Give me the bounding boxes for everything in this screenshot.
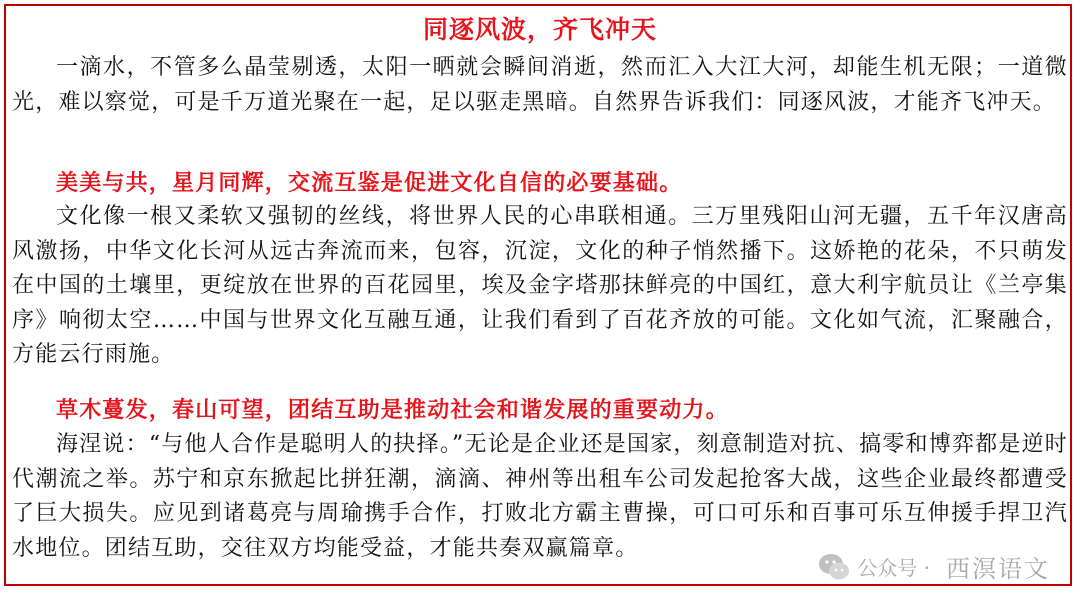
section-heading-unity: 草木蔓发，春山可望，团结互助是推动社会和谐发展的重要动力。 bbox=[56, 397, 729, 423]
section-heading-culture: 美美与共，星月同辉，交流互鉴是促进文化自信的必要基础。 bbox=[56, 170, 683, 196]
paragraph-intro: 一滴水，不管多么晶莹剔透，太阳一晒就会瞬间消逝，然而汇入大江大河，却能生机无限；一道微光，难以察觉，可是千万道光聚在一起，足以驱走黑暗。自然界告诉我们：同逐风波，才能齐飞冲天。 bbox=[12, 55, 1068, 115]
essay-title: 同逐风波，齐飞冲天 bbox=[422, 15, 657, 44]
watermark-prefix: 公众号 · bbox=[857, 556, 930, 580]
paragraph-culture: 文化像一根又柔软又强韧的丝线，将世界人民的心串联相通。三万里残阳山河无疆，五千年汉唐高风激扬，中华文化长河从远古奔流而来，包容，沉淀，文化的种子悄然播下。这娇艳的花朵，不只萌发在中国的土壤里，更绽放在世界的百花园里，埃及金字塔那抹鲜亮的中国红，意大利宇航员让《兰亭集序》响彻太空……中国与世界文化互融互通，让我们看到了百花齐放的可能。文化如气流，汇聚融合，方能云行雨施。 bbox=[12, 204, 1068, 367]
watermark bbox=[817, 549, 1050, 584]
wechat-logo-icon bbox=[817, 550, 851, 584]
watermark-account: 西溟语文 bbox=[946, 555, 1050, 583]
paragraph-unity: 海涅说：“与他人合作是聪明人的抉择。”无论是企业还是国家，刻意制造对抗、搞零和博弈都是逆时代潮流之举。苏宁和京东掀起比拼狂潮，滴滴、神州等出租车公司发起抢客大战，这些企业最终都遭受了巨大损失。应见到诸葛亮与周瑜携手合作，打败北方霸主曹操，可口可乐和百事可乐互伸援手捍卫汽水地位。团结互助，交往双方均能受益，才能共奏双赢篇章。 bbox=[12, 432, 1068, 561]
